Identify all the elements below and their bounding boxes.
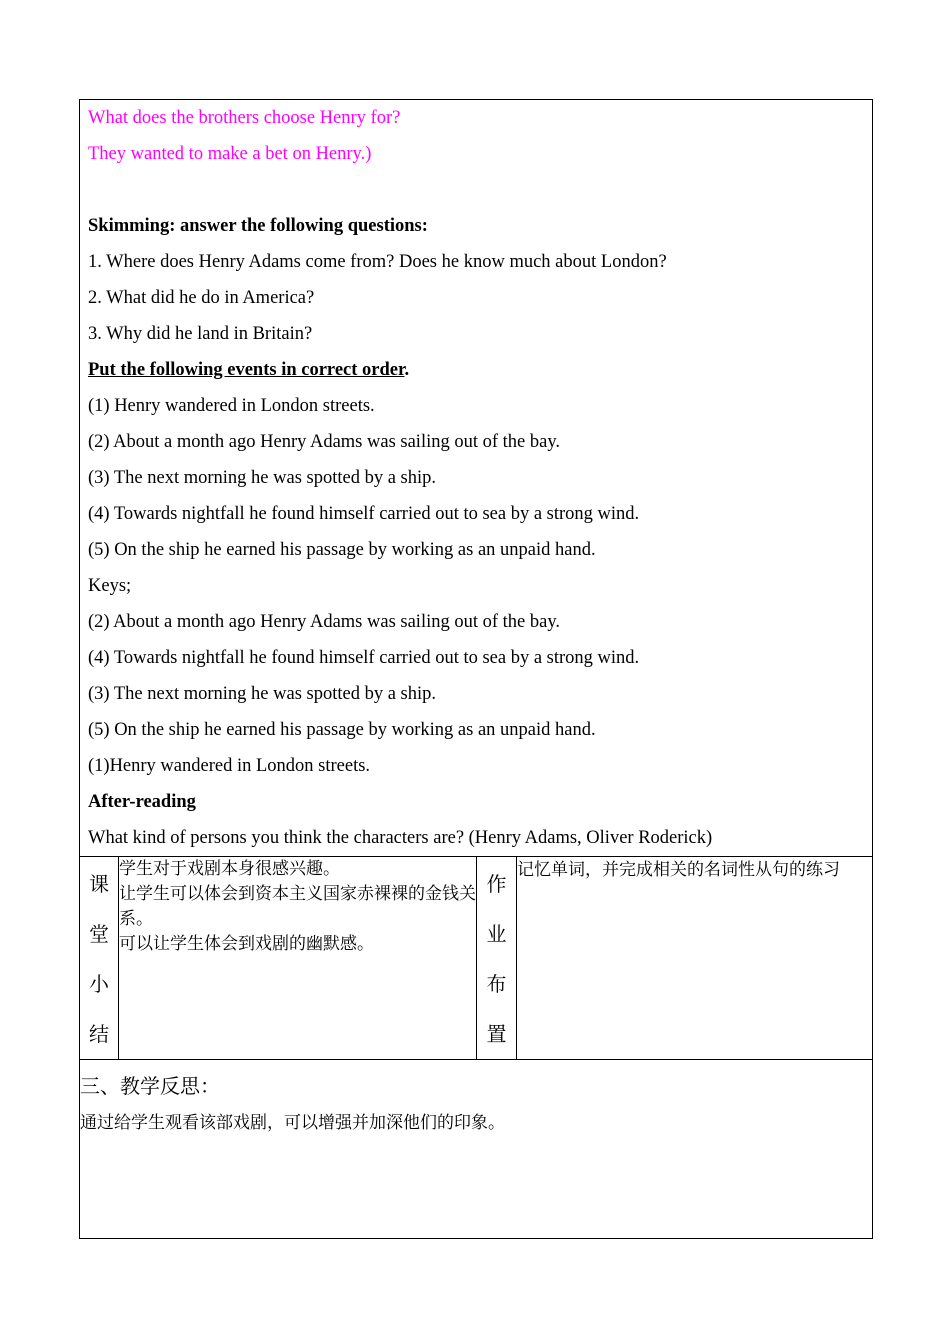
event-3: (3) The next morning he was spotted by a ship. bbox=[88, 468, 437, 488]
homework-label-char: 业 bbox=[486, 922, 507, 946]
key-5: (1)Henry wandered in London streets. bbox=[88, 756, 371, 776]
summary-label-char: 小 bbox=[89, 972, 109, 996]
pink-question: What does the brothers choose Henry for? bbox=[88, 108, 401, 128]
reflection-title: 三、教学反思： bbox=[80, 1074, 220, 1098]
key-1: (2) About a month ago Henry Adams was sailing out of the bay. bbox=[88, 612, 561, 632]
after-reading-question: What kind of persons you think the characters are? (Henry Adams, Oliver Roderick) bbox=[88, 828, 713, 848]
keys-label: Keys; bbox=[88, 576, 132, 596]
event-4: (4) Towards nightfall he found himself carried out to sea by a strong wind. bbox=[88, 504, 640, 524]
summary-label-char: 结 bbox=[89, 1022, 109, 1046]
summary-line: 可以让学生体会到戏剧的幽默感。 bbox=[119, 934, 374, 954]
after-reading-heading: After-reading bbox=[88, 792, 196, 812]
key-3: (3) The next morning he was spotted by a ship. bbox=[88, 684, 437, 704]
reflection-cell bbox=[80, 1060, 873, 1239]
homework-label-char: 布 bbox=[486, 972, 507, 996]
homework-content: 记忆单词，并完成相关的名词性从句的练习 bbox=[517, 857, 873, 1060]
summary-line: 学生对于戏剧本身很感兴趣。 bbox=[119, 859, 340, 879]
blank-line bbox=[88, 172, 864, 208]
event-2: (2) About a month ago Henry Adams was sailing out of the bay. bbox=[88, 432, 561, 452]
key-2: (4) Towards nightfall he found himself carried out to sea by a strong wind. bbox=[88, 648, 640, 668]
order-heading bbox=[88, 352, 864, 388]
homework-label bbox=[477, 857, 517, 1060]
summary-label bbox=[80, 857, 119, 1060]
order-heading-text: Put the following events in correct order bbox=[88, 360, 405, 380]
question-3: 3. Why did he land in Britain? bbox=[88, 324, 313, 344]
skimming-heading: Skimming: answer the following questions: bbox=[88, 216, 428, 236]
lesson-content-cell bbox=[80, 100, 873, 857]
lesson-plan-table bbox=[79, 99, 873, 1239]
summary-label-char: 堂 bbox=[89, 922, 109, 946]
order-heading-period: . bbox=[404, 360, 410, 380]
summary-line: 让学生可以体会到资本主义国家赤裸裸的金钱关系。 bbox=[119, 884, 476, 929]
pink-answer: They wanted to make a bet on Henry.) bbox=[88, 144, 372, 164]
event-5: (5) On the ship he earned his passage by working as an unpaid hand. bbox=[88, 540, 596, 560]
key-4: (5) On the ship he earned his passage by working as an unpaid hand. bbox=[88, 720, 596, 740]
event-1: (1) Henry wandered in London streets. bbox=[88, 396, 375, 416]
question-2: 2. What did he do in America? bbox=[88, 288, 315, 308]
homework-label-char: 作 bbox=[486, 872, 507, 896]
reflection-text: 通过给学生观看该部戏剧，可以增强并加深他们的印象。 bbox=[80, 1113, 505, 1133]
summary-label-char: 课 bbox=[89, 872, 109, 896]
homework-label-char: 置 bbox=[486, 1022, 507, 1046]
question-1: 1. Where does Henry Adams come from? Does he know much about London? bbox=[88, 252, 667, 272]
summary-content bbox=[119, 857, 477, 1060]
